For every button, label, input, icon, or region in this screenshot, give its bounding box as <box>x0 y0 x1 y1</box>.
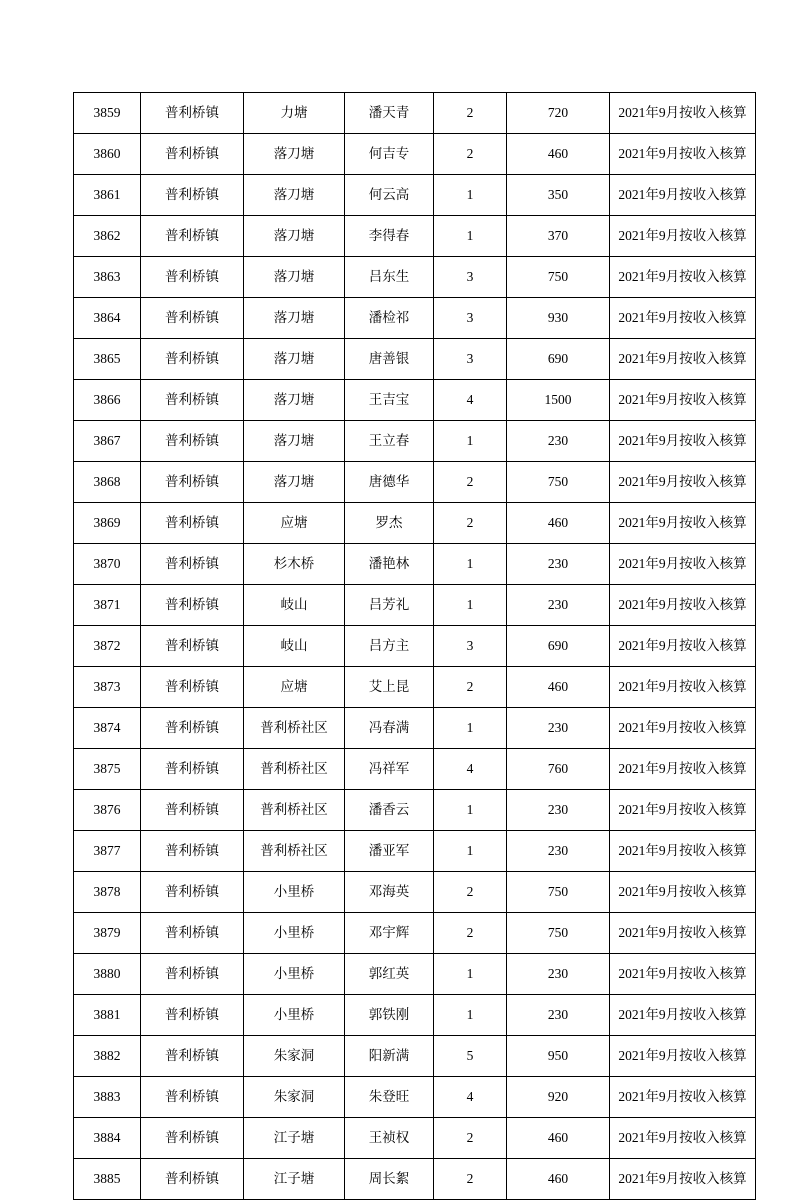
person-name-cell: 吕东生 <box>345 257 434 298</box>
person-count-cell: 5 <box>434 1036 507 1077</box>
person-name-cell: 朱登旺 <box>345 1077 434 1118</box>
amount-cell: 350 <box>507 175 610 216</box>
town-cell: 普利桥镇 <box>141 749 244 790</box>
village-cell: 落刀塘 <box>244 339 345 380</box>
amount-cell: 230 <box>507 708 610 749</box>
town-cell: 普利桥镇 <box>141 503 244 544</box>
note-cell: 2021年9月按收入核算 <box>610 626 756 667</box>
town-cell: 普利桥镇 <box>141 462 244 503</box>
table-row <box>74 1077 756 1118</box>
person-count-cell: 1 <box>434 175 507 216</box>
person-name-cell: 邓海英 <box>345 872 434 913</box>
amount-cell: 460 <box>507 667 610 708</box>
person-name-cell: 王立春 <box>345 421 434 462</box>
row-index: 3882 <box>74 1036 141 1077</box>
person-count-cell: 2 <box>434 503 507 544</box>
amount-cell: 750 <box>507 913 610 954</box>
person-name-cell: 吕方主 <box>345 626 434 667</box>
person-name-cell: 罗杰 <box>345 503 434 544</box>
amount-cell: 930 <box>507 298 610 339</box>
town-cell: 普利桥镇 <box>141 913 244 954</box>
village-cell: 小里桥 <box>244 913 345 954</box>
row-index: 3862 <box>74 216 141 257</box>
town-cell: 普利桥镇 <box>141 421 244 462</box>
amount-cell: 460 <box>507 1159 610 1200</box>
row-index: 3864 <box>74 298 141 339</box>
row-index: 3865 <box>74 339 141 380</box>
table-row <box>74 421 756 462</box>
person-count-cell: 1 <box>434 954 507 995</box>
person-name-cell: 何吉专 <box>345 134 434 175</box>
table-row <box>74 1159 756 1200</box>
person-name-cell: 周长絮 <box>345 1159 434 1200</box>
village-cell: 落刀塘 <box>244 421 345 462</box>
note-cell: 2021年9月按收入核算 <box>610 995 756 1036</box>
note-cell: 2021年9月按收入核算 <box>610 1077 756 1118</box>
table-row <box>74 544 756 585</box>
amount-cell: 230 <box>507 421 610 462</box>
town-cell: 普利桥镇 <box>141 995 244 1036</box>
person-count-cell: 4 <box>434 749 507 790</box>
note-cell: 2021年9月按收入核算 <box>610 380 756 421</box>
village-cell: 落刀塘 <box>244 257 345 298</box>
table-row <box>74 298 756 339</box>
person-count-cell: 2 <box>434 462 507 503</box>
table-row <box>74 626 756 667</box>
town-cell: 普利桥镇 <box>141 1036 244 1077</box>
person-name-cell: 唐善银 <box>345 339 434 380</box>
town-cell: 普利桥镇 <box>141 298 244 339</box>
row-index: 3873 <box>74 667 141 708</box>
town-cell: 普利桥镇 <box>141 93 244 134</box>
table-row <box>74 175 756 216</box>
village-cell: 岐山 <box>244 585 345 626</box>
note-cell: 2021年9月按收入核算 <box>610 790 756 831</box>
row-index: 3860 <box>74 134 141 175</box>
person-count-cell: 2 <box>434 1118 507 1159</box>
person-name-cell: 潘香云 <box>345 790 434 831</box>
amount-cell: 230 <box>507 790 610 831</box>
village-cell: 落刀塘 <box>244 134 345 175</box>
row-index: 3867 <box>74 421 141 462</box>
village-cell: 力塘 <box>244 93 345 134</box>
note-cell: 2021年9月按收入核算 <box>610 872 756 913</box>
person-count-cell: 2 <box>434 913 507 954</box>
amount-cell: 950 <box>507 1036 610 1077</box>
person-name-cell: 阳新满 <box>345 1036 434 1077</box>
note-cell: 2021年9月按收入核算 <box>610 708 756 749</box>
row-index: 3863 <box>74 257 141 298</box>
amount-cell: 1500 <box>507 380 610 421</box>
amount-cell: 460 <box>507 503 610 544</box>
village-cell: 普利桥社区 <box>244 708 345 749</box>
table-row <box>74 339 756 380</box>
town-cell: 普利桥镇 <box>141 544 244 585</box>
note-cell: 2021年9月按收入核算 <box>610 93 756 134</box>
person-name-cell: 冯春满 <box>345 708 434 749</box>
amount-cell: 370 <box>507 216 610 257</box>
amount-cell: 690 <box>507 626 610 667</box>
village-cell: 普利桥社区 <box>244 749 345 790</box>
note-cell: 2021年9月按收入核算 <box>610 749 756 790</box>
person-count-cell: 3 <box>434 298 507 339</box>
person-count-cell: 1 <box>434 216 507 257</box>
note-cell: 2021年9月按收入核算 <box>610 257 756 298</box>
village-cell: 小里桥 <box>244 954 345 995</box>
table-row <box>74 749 756 790</box>
table-row <box>74 1036 756 1077</box>
row-index: 3881 <box>74 995 141 1036</box>
town-cell: 普利桥镇 <box>141 667 244 708</box>
person-name-cell: 吕芳礼 <box>345 585 434 626</box>
village-cell: 小里桥 <box>244 995 345 1036</box>
person-count-cell: 1 <box>434 421 507 462</box>
note-cell: 2021年9月按收入核算 <box>610 585 756 626</box>
amount-cell: 760 <box>507 749 610 790</box>
row-index: 3874 <box>74 708 141 749</box>
note-cell: 2021年9月按收入核算 <box>610 667 756 708</box>
amount-cell: 230 <box>507 954 610 995</box>
table-body <box>74 93 756 1200</box>
person-name-cell: 王吉宝 <box>345 380 434 421</box>
row-index: 3877 <box>74 831 141 872</box>
row-index: 3879 <box>74 913 141 954</box>
note-cell: 2021年9月按收入核算 <box>610 216 756 257</box>
table-row <box>74 462 756 503</box>
person-count-cell: 2 <box>434 872 507 913</box>
village-cell: 应塘 <box>244 503 345 544</box>
person-count-cell: 2 <box>434 1159 507 1200</box>
village-cell: 岐山 <box>244 626 345 667</box>
amount-cell: 720 <box>507 93 610 134</box>
person-name-cell: 唐德华 <box>345 462 434 503</box>
person-count-cell: 3 <box>434 626 507 667</box>
person-name-cell: 郭红英 <box>345 954 434 995</box>
village-cell: 小里桥 <box>244 872 345 913</box>
person-count-cell: 4 <box>434 1077 507 1118</box>
note-cell: 2021年9月按收入核算 <box>610 1159 756 1200</box>
village-cell: 江子塘 <box>244 1118 345 1159</box>
person-name-cell: 郭铁刚 <box>345 995 434 1036</box>
table-row <box>74 93 756 134</box>
village-cell: 落刀塘 <box>244 298 345 339</box>
town-cell: 普利桥镇 <box>141 380 244 421</box>
town-cell: 普利桥镇 <box>141 1077 244 1118</box>
note-cell: 2021年9月按收入核算 <box>610 134 756 175</box>
person-count-cell: 3 <box>434 339 507 380</box>
table-row <box>74 503 756 544</box>
table-row <box>74 667 756 708</box>
note-cell: 2021年9月按收入核算 <box>610 462 756 503</box>
village-cell: 落刀塘 <box>244 175 345 216</box>
row-index: 3884 <box>74 1118 141 1159</box>
person-count-cell: 1 <box>434 831 507 872</box>
amount-cell: 750 <box>507 462 610 503</box>
person-name-cell: 邓宇辉 <box>345 913 434 954</box>
town-cell: 普利桥镇 <box>141 872 244 913</box>
row-index: 3878 <box>74 872 141 913</box>
person-name-cell: 潘天青 <box>345 93 434 134</box>
table-row <box>74 134 756 175</box>
row-index: 3869 <box>74 503 141 544</box>
person-name-cell: 潘艳林 <box>345 544 434 585</box>
village-cell: 落刀塘 <box>244 462 345 503</box>
row-index: 3885 <box>74 1159 141 1200</box>
amount-cell: 230 <box>507 995 610 1036</box>
person-count-cell: 4 <box>434 380 507 421</box>
row-index: 3883 <box>74 1077 141 1118</box>
town-cell: 普利桥镇 <box>141 831 244 872</box>
person-count-cell: 2 <box>434 93 507 134</box>
person-name-cell: 王祯权 <box>345 1118 434 1159</box>
person-count-cell: 2 <box>434 667 507 708</box>
person-name-cell: 李得春 <box>345 216 434 257</box>
row-index: 3880 <box>74 954 141 995</box>
person-name-cell: 潘检祁 <box>345 298 434 339</box>
row-index: 3859 <box>74 93 141 134</box>
town-cell: 普利桥镇 <box>141 954 244 995</box>
note-cell: 2021年9月按收入核算 <box>610 1036 756 1077</box>
village-cell: 杉木桥 <box>244 544 345 585</box>
person-count-cell: 1 <box>434 585 507 626</box>
table-row <box>74 790 756 831</box>
row-index: 3875 <box>74 749 141 790</box>
table-row <box>74 216 756 257</box>
row-index: 3861 <box>74 175 141 216</box>
town-cell: 普利桥镇 <box>141 175 244 216</box>
town-cell: 普利桥镇 <box>141 134 244 175</box>
table-row <box>74 913 756 954</box>
note-cell: 2021年9月按收入核算 <box>610 298 756 339</box>
village-cell: 朱家洞 <box>244 1077 345 1118</box>
note-cell: 2021年9月按收入核算 <box>610 913 756 954</box>
person-name-cell: 艾上昆 <box>345 667 434 708</box>
village-cell: 普利桥社区 <box>244 790 345 831</box>
table-row <box>74 257 756 298</box>
row-index: 3866 <box>74 380 141 421</box>
town-cell: 普利桥镇 <box>141 585 244 626</box>
person-count-cell: 1 <box>434 995 507 1036</box>
note-cell: 2021年9月按收入核算 <box>610 175 756 216</box>
note-cell: 2021年9月按收入核算 <box>610 503 756 544</box>
note-cell: 2021年9月按收入核算 <box>610 544 756 585</box>
amount-cell: 230 <box>507 585 610 626</box>
table-row <box>74 380 756 421</box>
row-index: 3872 <box>74 626 141 667</box>
row-index: 3876 <box>74 790 141 831</box>
town-cell: 普利桥镇 <box>141 708 244 749</box>
table-row <box>74 585 756 626</box>
village-cell: 应塘 <box>244 667 345 708</box>
person-name-cell: 冯祥军 <box>345 749 434 790</box>
town-cell: 普利桥镇 <box>141 257 244 298</box>
table-row <box>74 1118 756 1159</box>
person-count-cell: 1 <box>434 708 507 749</box>
person-count-cell: 3 <box>434 257 507 298</box>
person-count-cell: 1 <box>434 544 507 585</box>
town-cell: 普利桥镇 <box>141 1118 244 1159</box>
person-name-cell: 何云高 <box>345 175 434 216</box>
village-cell: 江子塘 <box>244 1159 345 1200</box>
amount-cell: 230 <box>507 544 610 585</box>
village-cell: 落刀塘 <box>244 380 345 421</box>
amount-cell: 750 <box>507 872 610 913</box>
town-cell: 普利桥镇 <box>141 339 244 380</box>
village-cell: 落刀塘 <box>244 216 345 257</box>
row-index: 3870 <box>74 544 141 585</box>
amount-cell: 750 <box>507 257 610 298</box>
note-cell: 2021年9月按收入核算 <box>610 1118 756 1159</box>
row-index: 3871 <box>74 585 141 626</box>
subsidy-table <box>73 92 756 1200</box>
note-cell: 2021年9月按收入核算 <box>610 339 756 380</box>
table-row <box>74 872 756 913</box>
table-row <box>74 708 756 749</box>
amount-cell: 230 <box>507 831 610 872</box>
person-name-cell: 潘亚军 <box>345 831 434 872</box>
town-cell: 普利桥镇 <box>141 790 244 831</box>
note-cell: 2021年9月按收入核算 <box>610 831 756 872</box>
person-count-cell: 1 <box>434 790 507 831</box>
note-cell: 2021年9月按收入核算 <box>610 954 756 995</box>
town-cell: 普利桥镇 <box>141 626 244 667</box>
town-cell: 普利桥镇 <box>141 1159 244 1200</box>
village-cell: 普利桥社区 <box>244 831 345 872</box>
table-row <box>74 995 756 1036</box>
amount-cell: 920 <box>507 1077 610 1118</box>
amount-cell: 690 <box>507 339 610 380</box>
village-cell: 朱家洞 <box>244 1036 345 1077</box>
note-cell: 2021年9月按收入核算 <box>610 421 756 462</box>
amount-cell: 460 <box>507 134 610 175</box>
amount-cell: 460 <box>507 1118 610 1159</box>
table-row <box>74 831 756 872</box>
person-count-cell: 2 <box>434 134 507 175</box>
town-cell: 普利桥镇 <box>141 216 244 257</box>
row-index: 3868 <box>74 462 141 503</box>
table-row <box>74 954 756 995</box>
